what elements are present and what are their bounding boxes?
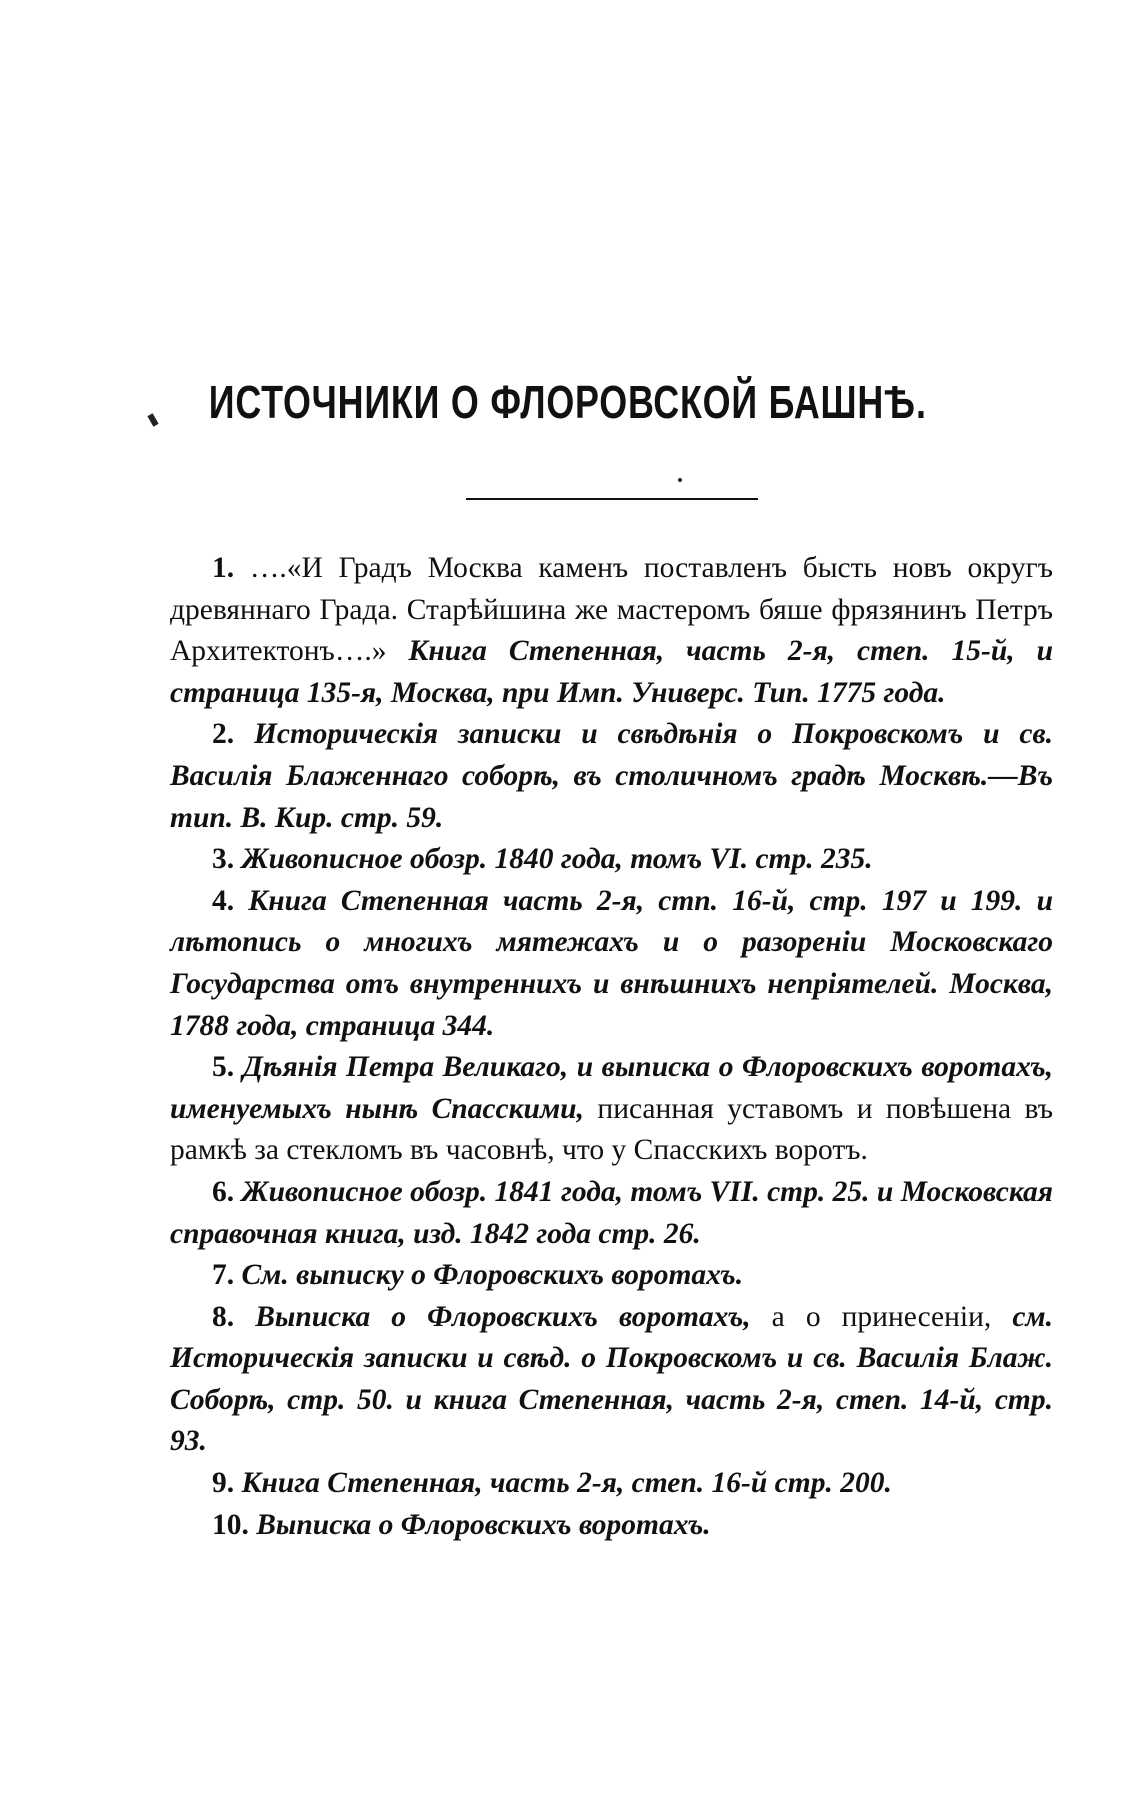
source-citation: Живописное обозр. 1840 года, томъ VI. стр. 235.	[241, 843, 873, 876]
source-citation: Выписка о Флоровскихъ воротахъ,	[255, 1300, 772, 1333]
source-number: 8.	[212, 1300, 235, 1333]
page-title: ИСТОЧНИКИ О ФЛОРОВСКОЙ БАШНѢ.	[208, 376, 927, 428]
source-number: 2.	[212, 718, 235, 751]
source-number: 4.	[212, 884, 235, 917]
source-number: 10.	[212, 1508, 249, 1541]
source-entry	[170, 548, 1053, 714]
source-number: 5.	[212, 1051, 235, 1084]
source-text: а о принесеніи,	[771, 1300, 1013, 1333]
source-number: 7.	[212, 1259, 235, 1292]
source-number: 3.	[212, 843, 235, 876]
source-text: ….«И Градъ Москва каменъ поставленъ бысть новъ округъ древяннаго Града. Старѣйшина же мастеромъ бяше фрязянинъ Петръ Архитектонъ….»	[170, 552, 1054, 668]
title-divider	[466, 498, 758, 500]
source-citation: См. выписку о Флоровскихъ воротахъ.	[241, 1259, 744, 1292]
source-citation: см. Историческія записки и свѣд. о Покровскомъ и св. Василія Блаж. Соборѣ, стр. 50. и книга Степенная, часть 2-я, степ. 14-й, стр. 93.	[170, 1300, 1053, 1458]
source-entry	[170, 1172, 1053, 1255]
source-citation: Книга Степенная часть 2-я, стп. 16-й, стр. 197 и 199. и лѣтопись о многихъ мятежахъ и о разореніи Московскаго Государства отъ внутреннихъ и внѣшнихъ непріятелей. Москва, 1788 года, страница 344.	[170, 884, 1054, 1042]
source-citation: Выписка о Флоровскихъ воротахъ.	[256, 1508, 711, 1541]
source-citation: Книга Степенная, часть 2-я, степ. 15-й, и страница 135-я, Москва, при Имп. Универс. Тип. 1775 года.	[170, 635, 1053, 709]
source-citation: Живописное обозр. 1841 года, томъ VII. стр. 25. и Московская справочная книга, изд. 1842 года стр. 26.	[170, 1175, 1054, 1250]
source-text: писанная уставомъ и повѣшена въ рамкѣ за стекломъ въ часовнѣ, что у Спасскихъ воротъ.	[170, 1092, 1054, 1167]
source-entry	[170, 1255, 1053, 1297]
sources-list	[170, 548, 1053, 1546]
source-entry	[170, 1463, 1053, 1505]
source-number: 1.	[212, 552, 235, 584]
source-number: 6.	[212, 1175, 235, 1208]
source-citation: Дѣянія Петра Великаго, и выписка о Флоровскихъ воротахъ, именуемыхъ нынѣ Спасскими,	[170, 1051, 1053, 1125]
source-citation: Историческія записки и свѣдѣнія о Покровскомъ и св. Василія Блаженнаго соборѣ, въ столичномъ градѣ Москвѣ.—Въ тип. В. Кир. стр. 59.	[170, 718, 1053, 834]
source-entry	[170, 881, 1053, 1047]
source-citation: Книга Степенная, часть 2-я, степ. 16-й стр. 200.	[241, 1467, 892, 1500]
source-entry	[170, 839, 1053, 881]
print-speck	[678, 478, 682, 482]
source-entry	[170, 1047, 1053, 1172]
source-number: 9.	[212, 1467, 235, 1500]
source-entry	[170, 1297, 1053, 1463]
source-entry	[170, 1505, 1053, 1547]
source-entry	[170, 714, 1053, 839]
